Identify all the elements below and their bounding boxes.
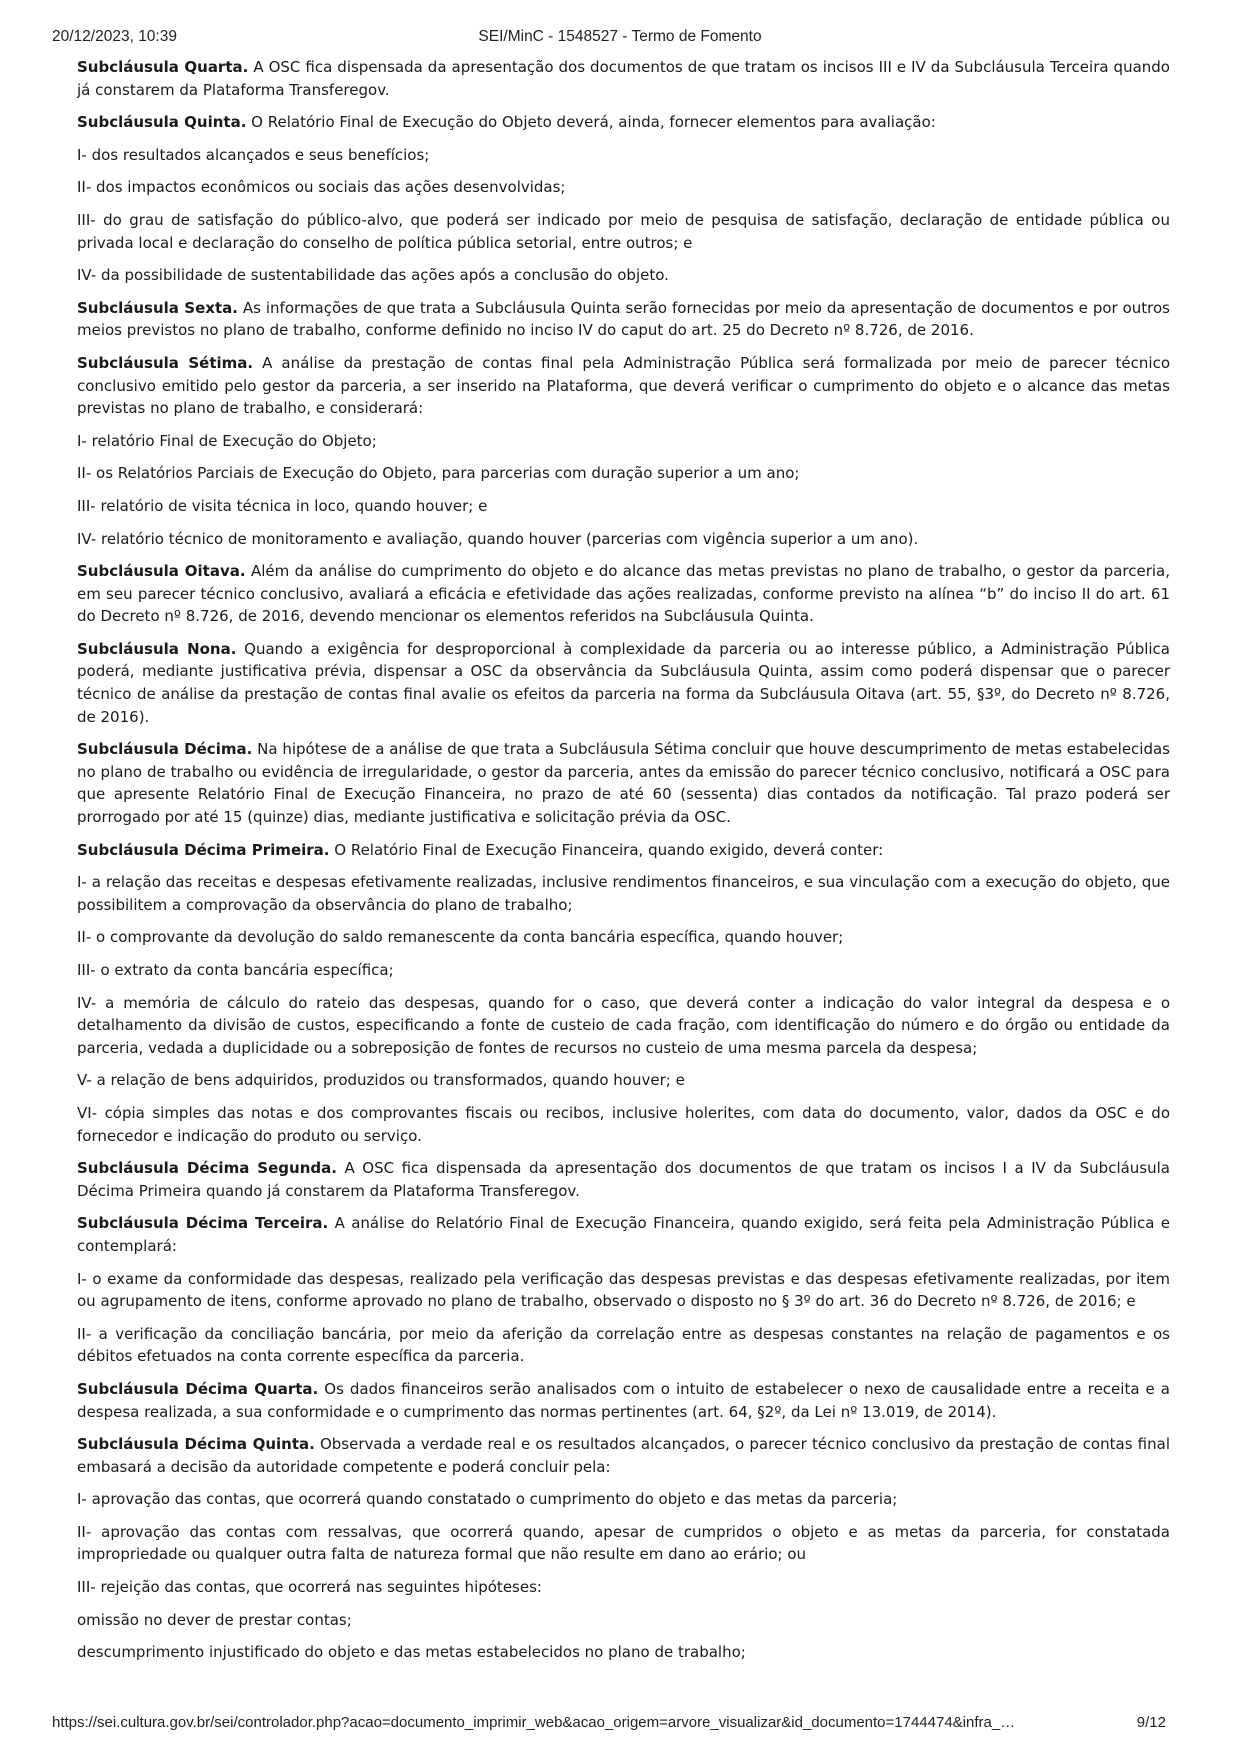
clause-item: [77, 871, 1170, 916]
clause-heading: Subcláusula Oitava.: [77, 562, 246, 581]
clause-text: A OSC fica dispensada da apresentação dos documentos de que tratam os incisos I a IV da Subcláusula Décima Primeira quando já constarem da Plataforma Transferegov.: [77, 1159, 1170, 1200]
clause-heading: Subcláusula Décima.: [77, 740, 253, 759]
clause-item: [77, 1576, 1170, 1599]
clause-text: I- aprovação das contas, que ocorrerá quando constatado o cumprimento do objeto e das metas da parceria;: [77, 1490, 898, 1509]
clause-text: A OSC fica dispensada da apresentação dos documentos de que tratam os incisos III e IV da Subcláusula Terceira quando já constarem da Plataforma Transferegov.: [77, 58, 1170, 99]
clause-item: [77, 264, 1170, 287]
page-url: https://sei.cultura.gov.br/sei/controlador.php?acao=documento_imprimir_web&acao_origem=arvore_visualizar&id_documento=1744474&infra_…: [52, 1714, 1016, 1731]
clause-item: [77, 1488, 1170, 1511]
clause-item: [77, 1609, 1170, 1632]
clause-text: II- aprovação das contas com ressalvas, que ocorrerá quando, apesar de cumpridos o objeto e as metas da parceria, for constatada impropriedade ou qualquer outra falta de natureza formal que não resulte em dano ao erário; ou: [77, 1522, 1170, 1564]
clause-text: Observada a verdade real e os resultados alcançados, o parecer técnico conclusivo da prestação de contas final embasará a decisão da autoridade competente e poderá concluir pela:: [77, 1435, 1170, 1476]
clause-item: [77, 1102, 1170, 1147]
clause-item: [77, 1641, 1170, 1664]
clause-text: I- dos resultados alcançados e seus benefícios;: [77, 145, 430, 164]
clause-text: Quando a exigência for desproporcional à complexidade da parceria ou ao interesse público, a Administração Pública poderá, mediante justificativa prévia, dispensar a OSC da observância da Subcláusula Quinta, assim como poderá dispensar que o parecer técnico de análise da prestação de contas final avalie os efeitos da parceria na forma da Subcláusula Oitava (art. 55, §3º, do Decreto nº 8.726, de 2016).: [77, 639, 1170, 726]
clause-heading: Subcláusula Décima Quarta.: [77, 1379, 319, 1398]
clause-item: [77, 462, 1170, 485]
clause-paragraph: [77, 297, 1170, 342]
clause-item: [77, 176, 1170, 199]
clause-heading: Subcláusula Quarta.: [77, 58, 249, 76]
clause-text: Além da análise do cumprimento do objeto e do alcance das metas previstas no plano de trabalho, o gestor da parceria, em seu parecer técnico conclusivo, avaliará a eficácia e efetividade das ações realizadas, conforme previsto na alínea “b” do inciso II do art. 61 do Decreto nº 8.726, de 2016, devendo mencionar os elementos referidos na Subcláusula Quinta.: [77, 562, 1171, 626]
clause-paragraph: [77, 111, 1170, 134]
clause-text: descumprimento injustificado do objeto e das metas estabelecidos no plano de trabalho;: [77, 1643, 746, 1662]
clause-heading: Subcláusula Décima Terceira.: [77, 1214, 329, 1233]
clause-text: III- relatório de visita técnica in loco, quando houver; e: [77, 496, 488, 515]
clause-text: A análise da prestação de contas final pela Administração Pública será formalizada por meio de parecer técnico conclusivo emitido pelo gestor da parceria, a ser inserido na Plataforma, que deverá verificar o cumprimento do objeto e o alcance das metas previstas no plano de trabalho, e considerará:: [77, 353, 1170, 418]
clause-text: IV- relatório técnico de monitoramento e avaliação, quando houver (parcerias com vigência superior a um ano).: [77, 529, 919, 548]
clause-text: IV- a memória de cálculo do rateio das despesas, quando for o caso, que deverá conter a indicação do valor integral da despesa e o detalhamento da divisão de custos, especificando a fonte de custeio de cada fração, com identificação do número e do órgão ou entidade da parceria, vedada a duplicidade ou a sobreposição de fontes de recursos no custeio de uma mesma parcela da despesa;: [77, 993, 1170, 1057]
clause-item: [77, 1521, 1170, 1566]
clause-item: [77, 992, 1170, 1060]
clause-item: [77, 528, 1170, 551]
clause-text: omissão no dever de prestar contas;: [77, 1610, 352, 1629]
clause-text: II- a verificação da conciliação bancária, por meio da aferição da correlação entre as despesas constantes na relação de pagamentos e os débitos efetuados na conta corrente específica da parceria.: [77, 1324, 1170, 1366]
print-header: [52, 28, 1188, 50]
clause-paragraph: [77, 638, 1170, 728]
clause-text: II- os Relatórios Parciais de Execução do Objeto, para parcerias com duração superior a um ano;: [77, 464, 800, 483]
clause-text: I- o exame da conformidade das despesas, realizado pela verificação das despesas previstas e das despesas efetivamente realizadas, por item ou agrupamento de itens, conforme aprovado no plano de trabalho, observado o disposto no § 3º do art. 36 do Decreto nº 8.726, de 2016; e: [77, 1269, 1170, 1311]
clause-item: [77, 1268, 1170, 1313]
clause-text: As informações de que trata a Subcláusula Quinta serão fornecidas por meio da apresentação de documentos e por outros meios previstos no plano de trabalho, conforme definido no inciso IV do caput do art. 25 do Decreto nº 8.726, de 2016.: [77, 298, 1170, 340]
clause-paragraph: [77, 1378, 1170, 1423]
clause-paragraph: [77, 839, 1170, 862]
clause-heading: Subcláusula Quinta.: [77, 113, 247, 132]
document-title: SEI/MinC - 1548527 - Termo de Fomento: [478, 28, 762, 45]
clause-item: [77, 430, 1170, 453]
clause-paragraph: [77, 560, 1170, 628]
clause-text: II- o comprovante da devolução do saldo remanescente da conta bancária específica, quando houver;: [77, 928, 844, 947]
clause-text: I- a relação das receitas e despesas efetivamente realizadas, inclusive rendimentos financeiros, e sua vinculação com a execução do objeto, que possibilitem a comprovação da observância do plano de trabalho;: [77, 873, 1170, 914]
clause-paragraph: [77, 1212, 1170, 1257]
clause-text: VI- cópia simples das notas e dos comprovantes fiscais ou recibos, inclusive holerites, com data do documento, valor, dados da OSC e do fornecedor e indicação do produto ou serviço.: [77, 1103, 1170, 1145]
clause-item: [77, 926, 1170, 949]
clause-item: [77, 209, 1170, 254]
clause-heading: Subcláusula Sexta.: [77, 298, 238, 317]
clause-heading: Subcláusula Sétima.: [77, 353, 254, 372]
clause-paragraph: [77, 56, 1170, 101]
clause-paragraph: [77, 1433, 1170, 1478]
print-datetime: 20/12/2023, 10:39: [52, 28, 177, 45]
clause-text: Os dados financeiros serão analisados com o intuito de estabelecer o nexo de causalidade entre a receita e a despesa realizada, a sua conformidade e o cumprimento das normas pertinentes (art. 64, §2º, da Lei nº 13.019, de 2014).: [77, 1379, 1170, 1421]
clause-heading: Subcláusula Décima Segunda.: [77, 1159, 337, 1178]
page-number: 9/12: [1136, 1714, 1166, 1731]
clause-text: III- rejeição das contas, que ocorrerá nas seguintes hipóteses:: [77, 1578, 542, 1597]
clause-heading: Subcláusula Décima Primeira.: [77, 840, 330, 859]
clause-text: A análise do Relatório Final de Execução Financeira, quando exigido, será feita pela Administração Pública e contemplará:: [77, 1214, 1170, 1255]
clause-item: [77, 144, 1170, 167]
clause-item: [77, 1323, 1170, 1368]
clause-text: V- a relação de bens adquiridos, produzidos ou transformados, quando houver; e: [77, 1071, 685, 1090]
clause-text: I- relatório Final de Execução do Objeto;: [77, 431, 377, 450]
clause-text: III- o extrato da conta bancária específica;: [77, 961, 394, 979]
clause-text: O Relatório Final de Execução do Objeto deverá, ainda, fornecer elementos para avaliação:: [246, 113, 936, 132]
clause-item: [77, 495, 1170, 518]
document-body: [77, 56, 1170, 1674]
clause-paragraph: [77, 738, 1170, 828]
clause-paragraph: [77, 1157, 1170, 1202]
print-footer: [52, 1714, 1188, 1736]
clause-text: Na hipótese de a análise de que trata a Subcláusula Sétima concluir que houve descumprimento de metas estabelecidas no plano de trabalho ou evidência de irregularidade, o gestor da parceria, antes da emissão do parecer técnico conclusivo, notificará a OSC para que apresente Relatório Final de Execução Financeira, no prazo de até 60 (sessenta) dias contados da notificação. Tal prazo poderá ser prorrogado por até 15 (quinze) dias, mediante justificativa e solicitação prévia da OSC.: [77, 740, 1170, 827]
clause-paragraph: [77, 352, 1170, 420]
clause-item: [77, 959, 1170, 982]
clause-text: O Relatório Final de Execução Financeira, quando exigido, deverá conter:: [329, 840, 884, 859]
clause-item: [77, 1069, 1170, 1092]
clause-heading: Subcláusula Décima Quinta.: [77, 1435, 315, 1454]
clause-text: II- dos impactos econômicos ou sociais das ações desenvolvidas;: [77, 178, 566, 197]
clause-text: III- do grau de satisfação do público-alvo, que poderá ser indicado por meio de pesquisa de satisfação, declaração de entidade pública ou privada local e declaração do conselho de política pública setorial, entre outros; e: [77, 210, 1170, 252]
clause-heading: Subcláusula Nona.: [77, 639, 237, 658]
clause-text: IV- da possibilidade de sustentabilidade das ações após a conclusão do objeto.: [77, 266, 669, 285]
